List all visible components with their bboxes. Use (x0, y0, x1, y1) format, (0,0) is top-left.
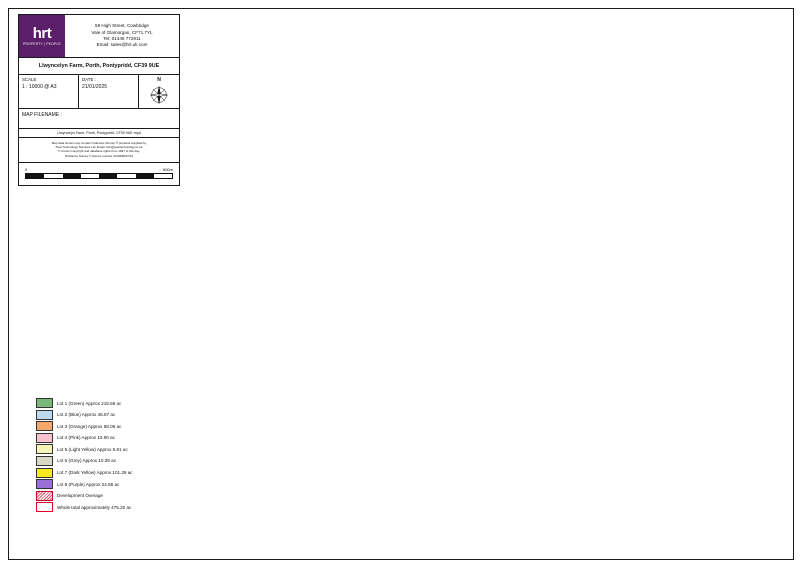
legend (36, 398, 171, 514)
scale-bar-labels (25, 167, 173, 172)
scale-cell (19, 75, 79, 108)
scale-bar-start: 0 (25, 166, 28, 172)
copyright-line-4: Ordnance Survey ® licence number AU0008227/01 (64, 153, 134, 158)
company-address (65, 15, 179, 57)
site-title: Llwyncelyn Farm, Porth, Pontypridd, CF39 9UE (19, 58, 179, 75)
address-line-1: 59 High Street, Cowbridge (95, 23, 149, 29)
legend-item-whole-total (36, 502, 171, 512)
legend-label-whole-total: Whole total approximately 475.20 ac (57, 504, 132, 510)
legend-label-lot5: Lot 5 (Light Yellow) Approx 5.61 ac (57, 446, 128, 452)
scale-bar-graphic (25, 173, 173, 179)
date-cell (79, 75, 139, 108)
scale-bar-end: 800m (162, 166, 173, 172)
legend-swatch-development-overage (36, 491, 53, 501)
logo-subtext: PROPERTY | PEOPLE (23, 41, 61, 46)
address-line-4: Email: sales@hrt.uk.com (96, 42, 148, 48)
compass-rose-icon (148, 84, 170, 106)
address-line-3: Tel: 01446 772911 (103, 36, 141, 41)
legend-swatch-lot8 (36, 479, 53, 489)
legend-swatch-lot7 (36, 468, 53, 478)
legend-label-lot4: Lot 4 (Pink) Approx 10.90 ac (57, 435, 115, 441)
copyright-line-3: © Crown Copyright and database rights from 1997 to this day. (57, 149, 141, 154)
legend-label-lot6: Lot 6 (Grey) Approx 10.39 ac (57, 458, 116, 464)
legend-swatch-lot5 (36, 444, 53, 454)
legend-label-lot3: Lot 3 (Orange) Approx 58.08 ac (57, 423, 122, 429)
legend-swatch-lot2 (36, 410, 53, 420)
copyright-block (19, 138, 179, 163)
legend-swatch-lot4 (36, 433, 53, 443)
legend-label-lot1: Lot 1 (Green) Approx 218.59 ac (57, 400, 122, 406)
legend-item-lot4 (36, 433, 171, 443)
legend-item-lot6 (36, 456, 171, 466)
legend-label-development-overage: Development Overage (57, 493, 103, 499)
legend-item-lot2 (36, 410, 171, 420)
scale-label: SCALE (22, 77, 37, 82)
legend-label-lot2: Lot 2 (Blue) Approx 45.87 ac (57, 412, 116, 418)
legend-item-lot8 (36, 479, 171, 489)
scale-date-north-row (19, 75, 179, 109)
title-block (18, 14, 180, 186)
legend-item-development-overage (36, 491, 171, 501)
logo-and-address-row (19, 15, 179, 58)
north-label: N (157, 77, 161, 83)
legend-label-lot7: Lot 7 (Dark Yellow) Approx 101.29 ac (57, 470, 133, 476)
address-line-2: Vale of Glamorgan, CF71 7YL (91, 29, 153, 35)
legend-swatch-lot3 (36, 421, 53, 431)
legend-item-lot7 (36, 468, 171, 478)
legend-label-lot8: Lot 8 (Purple) Approx 24.56 ac (57, 481, 120, 487)
legend-swatch-lot6 (36, 456, 53, 466)
legend-swatch-lot1 (36, 398, 53, 408)
legend-item-lot3 (36, 421, 171, 431)
legend-item-lot5 (36, 444, 171, 454)
map-filename-label: MAP FILENAME : (19, 109, 179, 129)
legend-item-lot1 (36, 398, 171, 408)
map-filename-value: Llwyncelyn Farm, Porth, Pontypridd, CF39 9UE.mpd (19, 129, 179, 138)
copyright-line-1: Map data shown may contain Ordnance Survey ® products supplied by (51, 141, 147, 145)
scale-bar (19, 163, 179, 185)
logo-text: hrt (32, 24, 52, 42)
hrt-logo (19, 15, 65, 57)
date-label: DATE : (82, 77, 96, 82)
date-value: 21/01/2025 (82, 84, 108, 90)
scale-value: 1 : 10000 @ A3 (22, 84, 57, 90)
copyright-line-2: Pear Technology Services Ltd. Email: info@peartechnology.co.uk (55, 145, 143, 150)
legend-swatch-whole-total (36, 502, 53, 512)
north-cell (139, 75, 179, 108)
